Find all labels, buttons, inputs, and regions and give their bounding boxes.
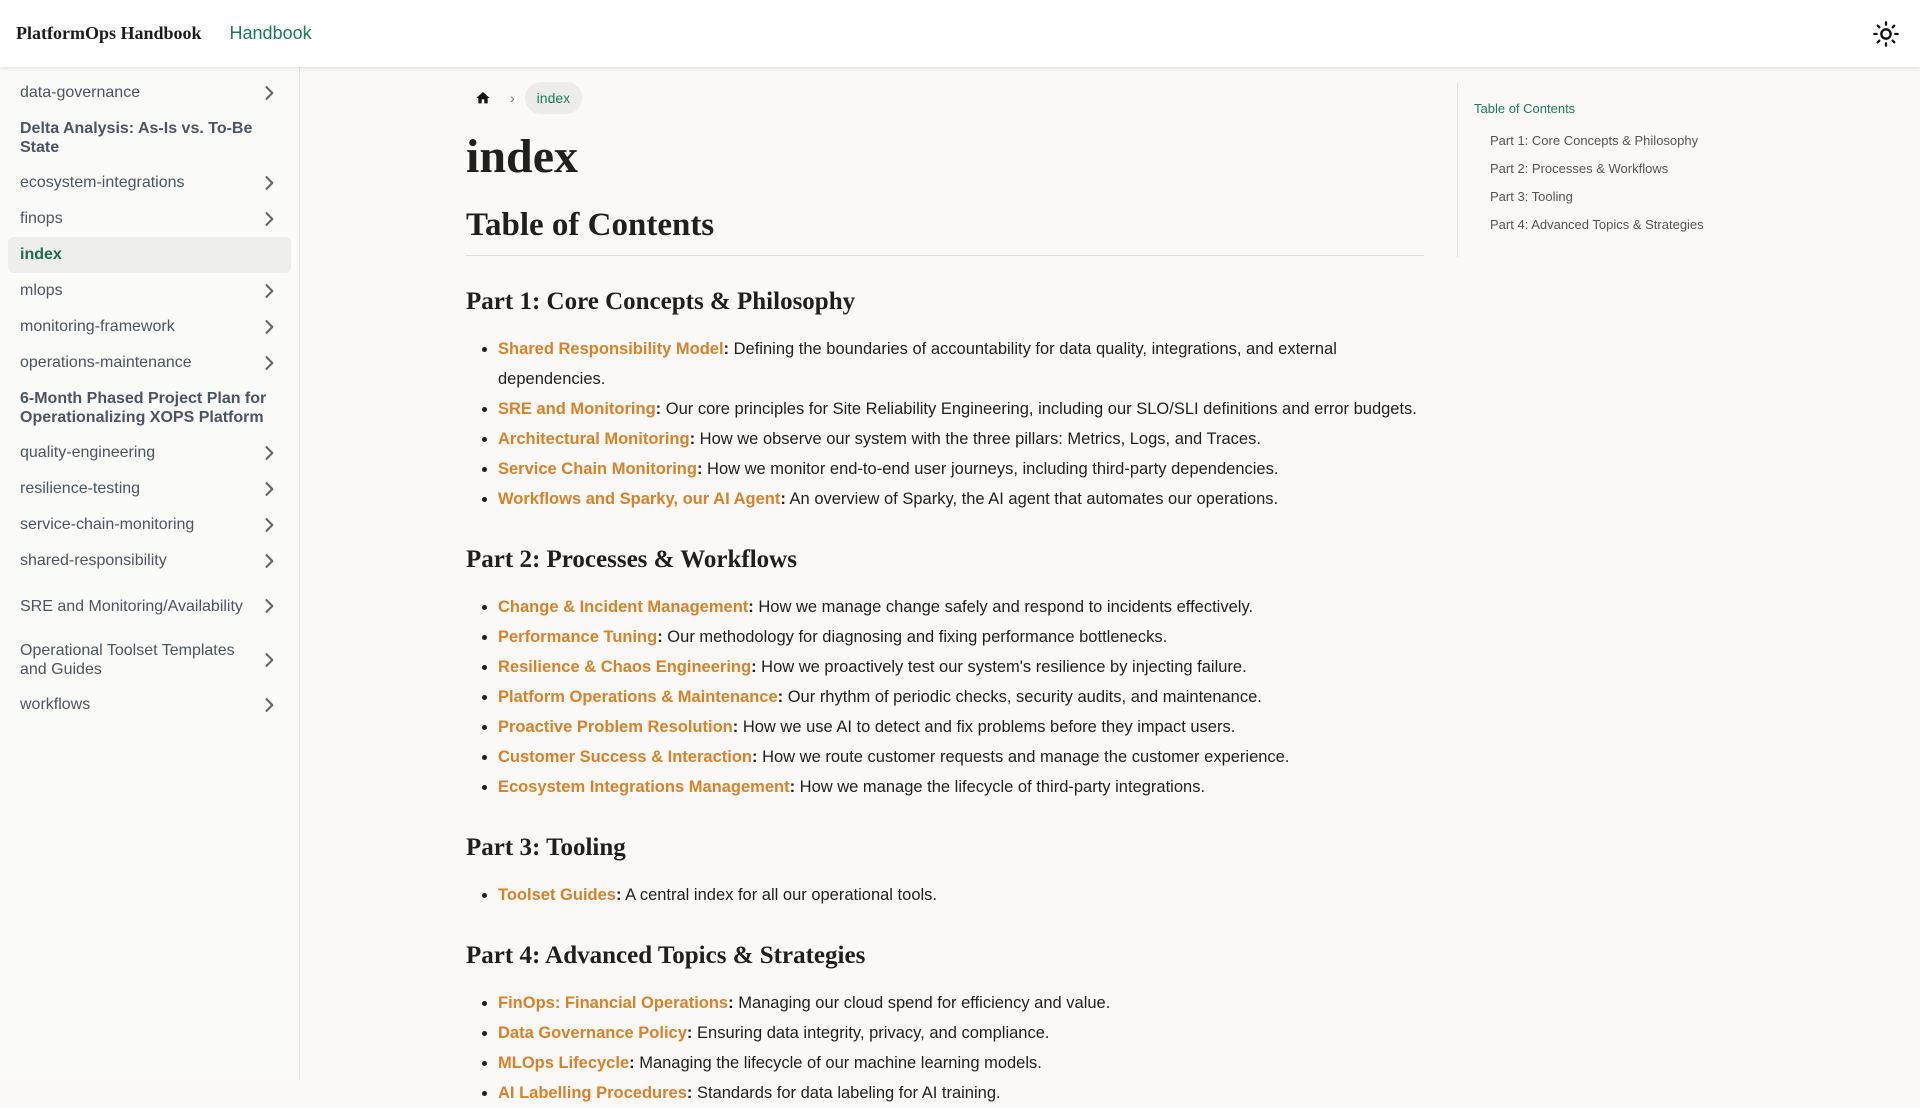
sidebar-item-label: quality-engineering bbox=[20, 444, 156, 461]
doc-link[interactable]: Platform Operations & Maintenance bbox=[498, 688, 778, 706]
doc-link[interactable]: Shared Responsibility Model bbox=[498, 340, 724, 358]
sun-icon[interactable] bbox=[1872, 20, 1900, 48]
sidebar-item[interactable] bbox=[8, 273, 291, 309]
sidebar-item-label: ecosystem-integrations bbox=[20, 174, 185, 191]
section-heading: Part 4: Advanced Topics & Strategies bbox=[466, 942, 866, 969]
item-description: Ensuring data integrity, privacy, and compliance. bbox=[692, 1024, 1050, 1042]
doc-link[interactable]: FinOps: Financial Operations bbox=[498, 994, 729, 1012]
item-description: How we manage the lifecycle of third-party integrations. bbox=[795, 778, 1206, 796]
list-item bbox=[498, 334, 1424, 394]
toc-item[interactable]: Part 1: Core Concepts & Philosophy bbox=[1490, 133, 1699, 148]
home-icon[interactable] bbox=[466, 81, 500, 115]
sidebar-item[interactable] bbox=[8, 381, 291, 435]
colon: : bbox=[752, 748, 758, 766]
list-item bbox=[498, 988, 1424, 1018]
doc-link[interactable]: Workflows and Sparky, our AI Agent bbox=[498, 490, 781, 508]
toc-item[interactable]: Part 3: Tooling bbox=[1490, 189, 1573, 204]
chevron-right-icon[interactable] bbox=[259, 317, 279, 337]
section-list bbox=[498, 880, 1424, 910]
colon: : bbox=[655, 400, 662, 418]
doc-link[interactable]: Change & Incident Management bbox=[498, 598, 749, 616]
sidebar-item[interactable] bbox=[8, 507, 291, 543]
sidebar-item-label: index bbox=[20, 246, 62, 263]
list-item bbox=[498, 712, 1424, 742]
sidebar-item[interactable] bbox=[8, 579, 291, 633]
toc-item[interactable]: Part 2: Processes & Workflows bbox=[1490, 161, 1669, 176]
colon: : bbox=[689, 430, 696, 448]
doc-link[interactable]: Resilience & Chaos Engineering bbox=[498, 658, 752, 676]
list-item bbox=[498, 1078, 1424, 1108]
colon: : bbox=[686, 1084, 693, 1102]
sidebar-item[interactable] bbox=[8, 111, 291, 165]
doc-link[interactable]: Architectural Monitoring bbox=[498, 430, 690, 448]
sidebar-item[interactable] bbox=[8, 435, 291, 471]
item-description: How we proactively test our system's resilience by injecting failure. bbox=[756, 658, 1247, 676]
chevron-right-icon[interactable] bbox=[259, 83, 279, 103]
top-nav bbox=[0, 0, 1920, 67]
colon: : bbox=[751, 658, 757, 676]
list-item bbox=[498, 772, 1424, 802]
list-item bbox=[498, 424, 1424, 454]
list-item bbox=[498, 484, 1424, 514]
nav-handbook-link[interactable]: Handbook bbox=[229, 23, 312, 43]
sidebar-item-label: finops bbox=[20, 210, 63, 227]
colon: : bbox=[748, 598, 754, 616]
list-item bbox=[498, 1018, 1424, 1048]
item-description: Our rhythm of periodic checks, security audits, and maintenance. bbox=[783, 688, 1262, 706]
chevron-right-icon[interactable] bbox=[259, 596, 279, 616]
sidebar-item-label: data-governance bbox=[20, 84, 141, 101]
sidebar bbox=[0, 67, 300, 1080]
section-heading: Part 3: Tooling bbox=[466, 834, 626, 861]
sidebar-item-label: SRE and Monitoring/Availability bbox=[20, 597, 243, 615]
colon: : bbox=[777, 688, 784, 706]
breadcrumb bbox=[466, 81, 1424, 115]
sections bbox=[466, 286, 1424, 1108]
toc-heading: Table of Contents bbox=[466, 205, 1424, 256]
doc-link[interactable]: MLOps Lifecycle bbox=[498, 1054, 630, 1072]
chevron-right-icon[interactable] bbox=[259, 281, 279, 301]
section-list bbox=[498, 334, 1424, 514]
list-item bbox=[498, 592, 1424, 622]
toc-item[interactable]: Part 4: Advanced Topics & Strategies bbox=[1490, 217, 1704, 232]
section-heading: Part 2: Processes & Workflows bbox=[466, 546, 797, 573]
colon: : bbox=[615, 886, 622, 904]
list-item bbox=[498, 1048, 1424, 1078]
colon: : bbox=[686, 1024, 693, 1042]
doc-link[interactable]: Proactive Problem Resolution bbox=[498, 718, 733, 736]
colon: : bbox=[629, 1054, 635, 1072]
chevron-right-icon[interactable] bbox=[259, 443, 279, 463]
main-content bbox=[466, 67, 1424, 1108]
item-description: How we monitor end-to-end user journeys, including third-party dependencies. bbox=[702, 460, 1279, 478]
sidebar-item[interactable] bbox=[8, 165, 291, 201]
chevron-right-icon[interactable] bbox=[259, 551, 279, 571]
item-description: Managing our cloud spend for efficiency and value. bbox=[733, 994, 1111, 1012]
sidebar-item-label: shared-responsibility bbox=[20, 552, 167, 569]
colon: : bbox=[789, 778, 796, 796]
colon: : bbox=[657, 628, 663, 646]
doc-link[interactable]: Ecosystem Integrations Management bbox=[498, 778, 790, 796]
doc-link[interactable]: SRE and Monitoring bbox=[498, 400, 656, 418]
list-item bbox=[498, 880, 1424, 910]
item-description: How we manage change safely and respond to incidents effectively. bbox=[753, 598, 1254, 616]
chevron-right-icon[interactable] bbox=[259, 209, 279, 229]
item-description: Defining the boundaries of accountability for data quality, integrations, and external dependencies. bbox=[498, 340, 1337, 388]
colon: : bbox=[723, 340, 730, 358]
breadcrumb-separator-icon: › bbox=[510, 90, 515, 106]
chevron-right-icon[interactable] bbox=[259, 173, 279, 193]
doc-link[interactable]: AI Labelling Procedures bbox=[498, 1084, 687, 1102]
sidebar-item[interactable] bbox=[8, 75, 291, 111]
sidebar-item-label: service-chain-monitoring bbox=[20, 516, 195, 533]
sidebar-item-label: Delta Analysis: As-Is vs. To-Be State bbox=[20, 120, 253, 156]
colon: : bbox=[780, 490, 786, 508]
toc-title-link[interactable]: Table of Contents bbox=[1474, 101, 1576, 116]
item-description: Our core principles for Site Reliability Engineering, including our SLO/SLI definitions and error budgets. bbox=[661, 400, 1417, 418]
breadcrumb-current: index bbox=[525, 82, 582, 114]
item-description: A central index for all our operational tools. bbox=[621, 886, 937, 904]
chevron-right-icon[interactable] bbox=[259, 695, 279, 715]
page-title: index bbox=[466, 130, 579, 183]
item-description: Managing the lifecycle of our machine learning models. bbox=[634, 1054, 1042, 1072]
list-item bbox=[498, 394, 1424, 424]
list-item bbox=[498, 622, 1424, 652]
sidebar-item-label: operations-maintenance bbox=[20, 354, 192, 371]
sidebar-item[interactable] bbox=[8, 633, 291, 687]
sidebar-item-label: monitoring-framework bbox=[20, 318, 175, 335]
doc-link[interactable]: Performance Tuning bbox=[498, 628, 658, 646]
sidebar-item-label: 6-Month Phased Project Plan for Operationalizing XOPS Platform bbox=[20, 390, 267, 426]
site-title[interactable]: PlatformOps Handbook bbox=[16, 23, 202, 43]
item-description: How we use AI to detect and fix problems before they impact users. bbox=[738, 718, 1236, 736]
item-description: How we observe our system with the three pillars: Metrics, Logs, and Traces. bbox=[695, 430, 1261, 448]
sidebar-item-label: Operational Toolset Templates and Guides bbox=[20, 642, 235, 678]
list-item bbox=[498, 652, 1424, 682]
sidebar-item[interactable] bbox=[8, 471, 291, 507]
section-list bbox=[498, 592, 1424, 802]
sidebar-item[interactable] bbox=[8, 237, 291, 273]
section-heading: Part 1: Core Concepts & Philosophy bbox=[466, 288, 856, 315]
colon: : bbox=[728, 994, 734, 1012]
doc-link[interactable]: Customer Success & Interaction bbox=[498, 748, 752, 766]
chevron-right-icon[interactable] bbox=[259, 479, 279, 499]
sidebar-item-label: resilience-testing bbox=[20, 480, 141, 497]
sidebar-item[interactable] bbox=[8, 345, 291, 381]
colon: : bbox=[732, 718, 739, 736]
sidebar-item[interactable] bbox=[8, 309, 291, 345]
chevron-right-icon[interactable] bbox=[259, 650, 279, 670]
doc-link[interactable]: Service Chain Monitoring bbox=[498, 460, 697, 478]
table-of-contents bbox=[1457, 83, 1757, 257]
list-item bbox=[498, 682, 1424, 712]
chevron-right-icon[interactable] bbox=[259, 353, 279, 373]
doc-link[interactable]: Toolset Guides bbox=[498, 886, 616, 904]
item-description: Our methodology for diagnosing and fixing performance bottlenecks. bbox=[662, 628, 1168, 646]
doc-link[interactable]: Data Governance Policy bbox=[498, 1024, 687, 1042]
section-list bbox=[498, 988, 1424, 1108]
sidebar-item[interactable] bbox=[8, 201, 291, 237]
list-item bbox=[498, 454, 1424, 484]
item-description: Standards for data labeling for AI training. bbox=[692, 1084, 1001, 1102]
item-description: An overview of Sparky, the AI agent that automates our operations. bbox=[785, 490, 1279, 508]
sidebar-item-label: mlops bbox=[20, 282, 63, 299]
sidebar-item[interactable] bbox=[8, 543, 291, 579]
sidebar-item-label: workflows bbox=[20, 696, 91, 713]
list-item bbox=[498, 742, 1424, 772]
colon: : bbox=[696, 460, 703, 478]
item-description: How we route customer requests and manage the customer experience. bbox=[757, 748, 1290, 766]
sidebar-item[interactable] bbox=[8, 687, 291, 723]
chevron-right-icon[interactable] bbox=[259, 515, 279, 535]
